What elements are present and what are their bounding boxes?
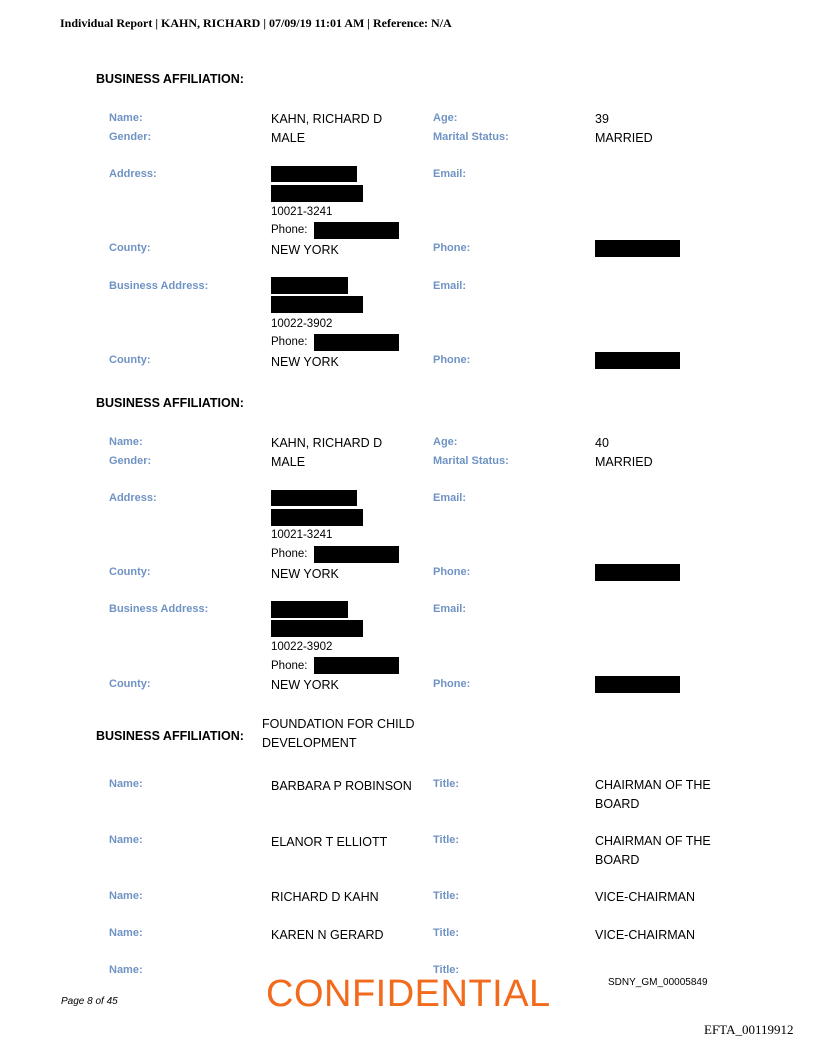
redaction-box — [595, 564, 680, 581]
county-label: County: — [109, 242, 151, 254]
officer-title: VICE-CHAIRMAN — [595, 890, 696, 904]
address-phone-label: Phone: — [271, 224, 308, 236]
age-value: 39 — [595, 112, 609, 126]
phone-label: Phone: — [433, 566, 471, 578]
officer-name: KAREN N GERARD — [271, 928, 384, 942]
business-zip: 10022-3902 — [271, 318, 333, 330]
redaction-box — [271, 490, 357, 506]
phone-label: Phone: — [433, 678, 471, 690]
marital-status-label: Marital Status: — [433, 455, 509, 467]
officer-name: ELANOR T ELLIOTT — [271, 835, 388, 849]
email-label: Email: — [433, 492, 467, 504]
redaction-box — [271, 296, 363, 313]
redaction-box — [271, 601, 348, 618]
business-phone-label: Phone: — [271, 336, 308, 348]
county-value: NEW YORK — [271, 678, 339, 692]
name-label: Name: — [109, 436, 143, 448]
gender-label: Gender: — [109, 455, 152, 467]
address-zip: 10021-3241 — [271, 206, 333, 218]
confidential-stamp: CONFIDENTIAL — [266, 973, 551, 1015]
county-label: County: — [109, 678, 151, 690]
name-label: Name: — [109, 834, 143, 846]
redaction-box — [595, 676, 680, 693]
officer-title: CHAIRMAN OF THE BOARD — [595, 778, 711, 811]
title-label: Title: — [433, 890, 460, 902]
email-label: Email: — [433, 280, 467, 292]
officer-title: CHAIRMAN OF THE BOARD — [595, 834, 711, 867]
section-title: BUSINESS AFFILIATION: — [96, 396, 244, 410]
redaction-box — [271, 185, 363, 202]
business-phone-label: Phone: — [271, 660, 308, 672]
officer-name: BARBARA P ROBINSON — [271, 779, 412, 793]
redaction-box — [595, 240, 680, 257]
age-label: Age: — [433, 436, 458, 448]
address-zip: 10021-3241 — [271, 529, 333, 541]
business-address-label: Business Address: — [109, 603, 209, 615]
marital-status-label: Marital Status: — [433, 131, 509, 143]
section-title: BUSINESS AFFILIATION: — [96, 72, 244, 86]
redaction-box — [271, 166, 357, 182]
redaction-box — [314, 334, 399, 351]
county-label: County: — [109, 354, 151, 366]
organization-name: FOUNDATION FOR CHILD DEVELOPMENT — [262, 717, 415, 750]
address-label: Address: — [109, 492, 157, 504]
redaction-box — [595, 352, 680, 369]
person-name: KAHN, RICHARD D — [271, 112, 383, 126]
person-name: KAHN, RICHARD D — [271, 436, 383, 450]
gender-label: Gender: — [109, 131, 152, 143]
county-value: NEW YORK — [271, 243, 339, 257]
gender-value: MALE — [271, 131, 306, 145]
name-label: Name: — [109, 927, 143, 939]
redaction-box — [314, 657, 399, 674]
section-title: BUSINESS AFFILIATION: — [96, 729, 244, 743]
county-value: NEW YORK — [271, 355, 339, 369]
county-value: NEW YORK — [271, 567, 339, 581]
redaction-box — [271, 509, 363, 526]
business-zip: 10022-3902 — [271, 641, 333, 653]
phone-label: Phone: — [433, 354, 471, 366]
marital-status-value: MARRIED — [595, 455, 653, 469]
title-label: Title: — [433, 834, 460, 846]
county-label: County: — [109, 566, 151, 578]
redaction-box — [314, 546, 399, 563]
title-label: Title: — [433, 778, 460, 790]
officer-name: RICHARD D KAHN — [271, 890, 379, 904]
report-header: Individual Report | KAHN, RICHARD | 07/09/19 11:01 AM | Reference: N/A — [60, 16, 452, 30]
name-label: Name: — [109, 112, 143, 124]
title-label: Title: — [433, 964, 460, 976]
marital-status-value: MARRIED — [595, 131, 653, 145]
name-label: Name: — [109, 964, 143, 976]
page-number: Page 8 of 45 — [61, 996, 118, 1007]
email-label: Email: — [433, 168, 467, 180]
gender-value: MALE — [271, 455, 306, 469]
redaction-box — [271, 620, 363, 637]
title-label: Title: — [433, 927, 460, 939]
name-label: Name: — [109, 890, 143, 902]
business-address-label: Business Address: — [109, 280, 209, 292]
redaction-box — [271, 277, 348, 294]
bates-number-sdny: SDNY_GM_00005849 — [608, 977, 708, 988]
officer-title: VICE-CHAIRMAN — [595, 928, 696, 942]
bates-number-efta: EFTA_00119912 — [704, 1022, 794, 1037]
phone-label: Phone: — [433, 242, 471, 254]
name-label: Name: — [109, 778, 143, 790]
address-phone-label: Phone: — [271, 548, 308, 560]
age-value: 40 — [595, 436, 609, 450]
age-label: Age: — [433, 112, 458, 124]
address-label: Address: — [109, 168, 157, 180]
redaction-box — [314, 222, 399, 239]
email-label: Email: — [433, 603, 467, 615]
